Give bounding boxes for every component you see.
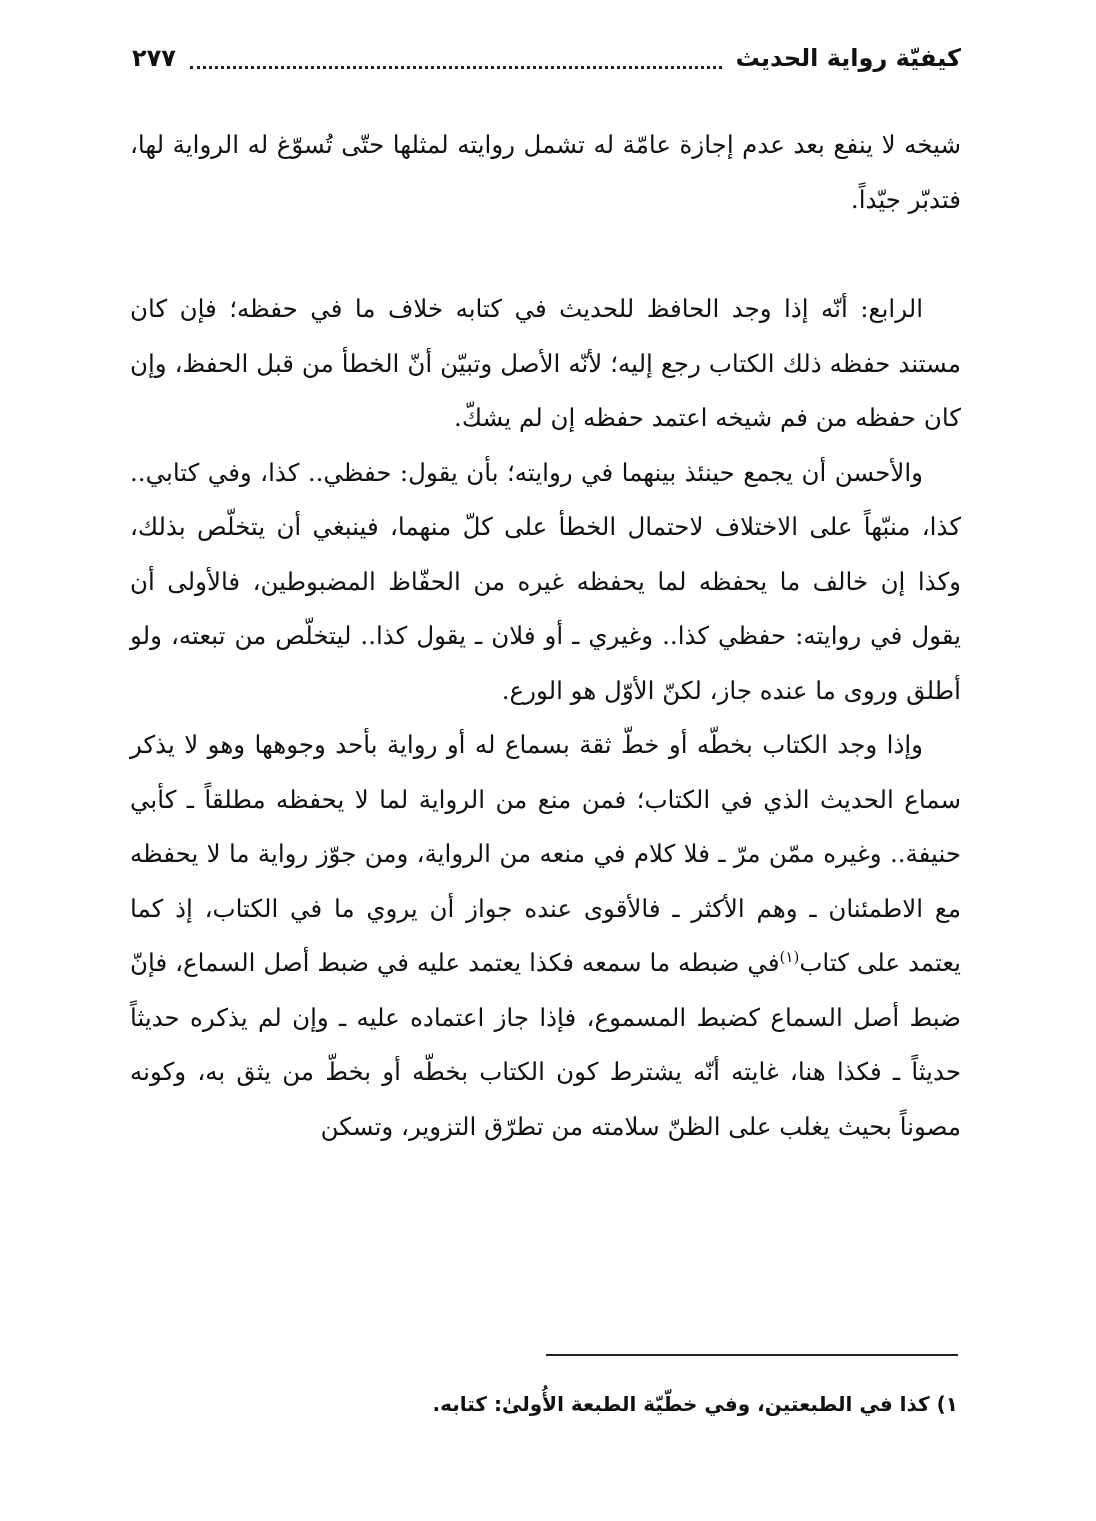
paragraph-3: والأحسن أن يجمع حينئذ بينهما في روايته؛ بأن يقول: حفظي.. كذا، وفي كتابي.. كذا، منبّهاً على الاختلاف لاحتمال الخطأ على كلّ منهما، فينبغي أن يتخلّص بذلك، وكذا إن خالف ما يحفظه لما يحفظه غيره من الحفّاظ المضبوطين، فالأولى أن يقول في روايته: حفظي كذا.. وغيري ـ أو فلان ـ يقول كذا.. ليتخلّص من تبعته، ولو أطلق وروى ما عنده جاز، لكنّ الأوّل هو الورع.: [130, 457, 961, 705]
body-text: [130, 118, 961, 1154]
footnote-text: ١) كذا في الطبعتين، وفي خطّيّة الطبعة الأُولىٰ: كتابه.: [432, 1392, 958, 1416]
header-dot-leader: [190, 48, 722, 69]
paragraph-4: [130, 718, 961, 1154]
paragraph-2: الرابع: أنّه إذا وجد الحافظ للحديث في كتابه خلاف ما في حفظه؛ فإن كان مستند حفظه ذلك الكتاب رجع إليه؛ لأنّه الأصل وتبيّن أنّ الخطأ من قبل الحفظ، وإن كان حفظه من فم شيخه اعتمد حفظه إن لم يشكّ.: [130, 294, 961, 432]
paragraph-1: شيخه لا ينفع بعد عدم إجازة عامّة له تشمل روايته لمثلها حتّى تُسوّغ له الرواية لها، فتدبّر جيّداً.: [130, 130, 961, 214]
paragraph-4-part-1: وإذا وجد الكتاب بخطّه أو خطّ ثقة بسماع له أو رواية بأحد وجوهها وهو لا يذكر سماع الحديث الذي في الكتاب؛ فمن منع من الرواية لما لا يحفظه مطلقاً ـ كأبي حنيفة.. وغيره ممّن مرّ ـ فلا كلام في منعه من الرواية، ومن جوّز رواية ما لا يحفظه مع الاطمئنان ـ وهم الأكثر ـ فالأقوى عنده جواز أن يروي ما في الكتاب، إذ كما يعتمد على كتاب: [130, 730, 961, 977]
paragraph-4-part-2: في ضبطه ما سمعه فكذا يعتمد عليه في ضبط أصل السماع، فإنّ ضبط أصل السماع كضبط المسموع، فإذا جاز اعتماده عليه ـ وإن لم يذكره حديثاً حديثاً ـ فكذا هنا، غايته أنّه يشترط كون الكتاب بخطّه أو بخطّ من يثق به، وكونه مصوناً بحيث يغلب على الظنّ سلامته من تطرّق التزوير، وتسكن: [130, 948, 961, 1141]
footnote-marker[interactable]: (١): [779, 947, 800, 966]
footnote-divider: [546, 1354, 958, 1356]
running-header: [132, 36, 961, 80]
header-title: كيفيّة رواية الحديث: [735, 44, 961, 72]
page-number: ٢٧٧: [132, 44, 176, 72]
